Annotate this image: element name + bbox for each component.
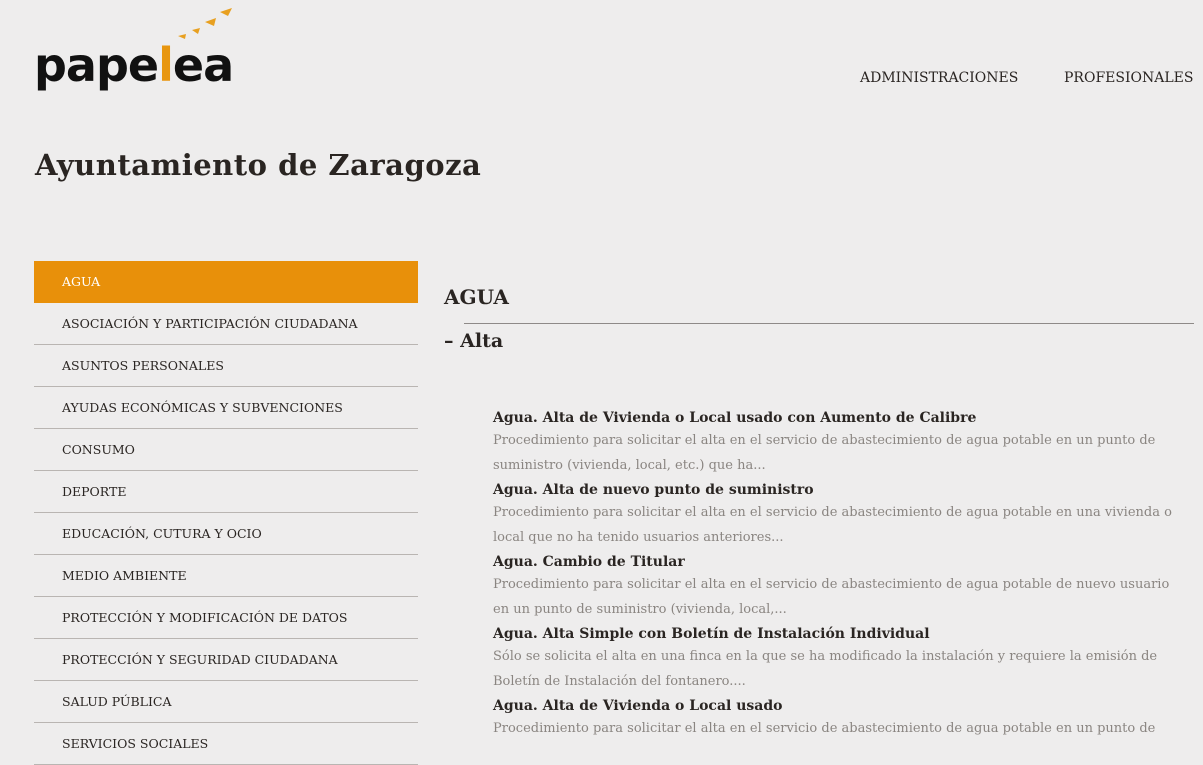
divider [464, 323, 1194, 324]
procedure-item [493, 408, 1173, 478]
procedure-list [493, 408, 1173, 743]
procedure-title-link[interactable]: Agua. Cambio de Titular [493, 554, 685, 570]
nav-administraciones[interactable]: ADMINISTRACIONES [860, 70, 1019, 86]
sidebar-item[interactable]: SALUD PÚBLICA [34, 681, 418, 723]
procedure-title-link[interactable]: Agua. Alta Simple con Boletín de Instalación Individual [493, 626, 930, 642]
procedure-item [493, 480, 1173, 550]
procedure-title-link[interactable]: Agua. Alta de nuevo punto de suministro [493, 482, 814, 498]
procedure-description: Sólo se solicita el alta en una finca en la que se ha modificado la instalación y requiere la emisión de Boletín de Instalación del fontanero.... [493, 649, 1158, 689]
sidebar-item[interactable]: ASOCIACIÓN Y PARTICIPACIÓN CIUDADANA [34, 303, 418, 345]
nav-profesionales[interactable]: PROFESIONALES [1064, 70, 1194, 86]
main-content [444, 285, 1194, 736]
procedure-description: Procedimiento para solicitar el alta en el servicio de abastecimiento de agua potable en un punto de [493, 721, 1156, 736]
sidebar-item[interactable]: PROTECCIÓN Y MODIFICACIÓN DE DATOS [34, 597, 418, 639]
paper-flakes-icon [170, 6, 240, 46]
procedure-description: Procedimiento para solicitar el alta en el servicio de abastecimiento de agua potable en un punto de suministro (vivienda, local, etc.) que ha... [493, 433, 1156, 473]
sidebar-item[interactable]: SERVICIOS SOCIALES [34, 723, 418, 765]
sidebar-item[interactable]: DEPORTE [34, 471, 418, 513]
procedure-description: Procedimiento para solicitar el alta en el servicio de abastecimiento de agua potable de nuevo usuario en un punto de suministro (vivienda, local,... [493, 577, 1170, 617]
sidebar-item[interactable]: AGUA [34, 261, 418, 303]
procedure-item [493, 696, 1173, 741]
sidebar-item[interactable]: AYUDAS ECONÓMICAS Y SUBVENCIONES [34, 387, 418, 429]
sidebar-item[interactable]: ASUNTOS PERSONALES [34, 345, 418, 387]
procedure-description: Procedimiento para solicitar el alta en el servicio de abastecimiento de agua potable en una vivienda o local que no ha tenido usuarios anteriores... [493, 505, 1172, 545]
papelea-logo[interactable]: papelea [34, 38, 234, 92]
section-toggle-alta[interactable]: – Alta [444, 330, 504, 352]
sidebar-item[interactable]: EDUCACIÓN, CUTURA Y OCIO [34, 513, 418, 555]
sidebar-item[interactable]: MEDIO AMBIENTE [34, 555, 418, 597]
procedure-item [493, 552, 1173, 622]
category-sidebar [34, 261, 418, 765]
category-heading: AGUA [444, 285, 509, 309]
procedure-item [493, 624, 1173, 694]
sidebar-item[interactable]: PROTECCIÓN Y SEGURIDAD CIUDADANA [34, 639, 418, 681]
page-title: Ayuntamiento de Zaragoza [35, 148, 482, 182]
procedure-title-link[interactable]: Agua. Alta de Vivienda o Local usado [493, 698, 783, 714]
procedure-title-link[interactable]: Agua. Alta de Vivienda o Local usado con Aumento de Calibre [493, 410, 977, 426]
sidebar-item[interactable]: CONSUMO [34, 429, 418, 471]
